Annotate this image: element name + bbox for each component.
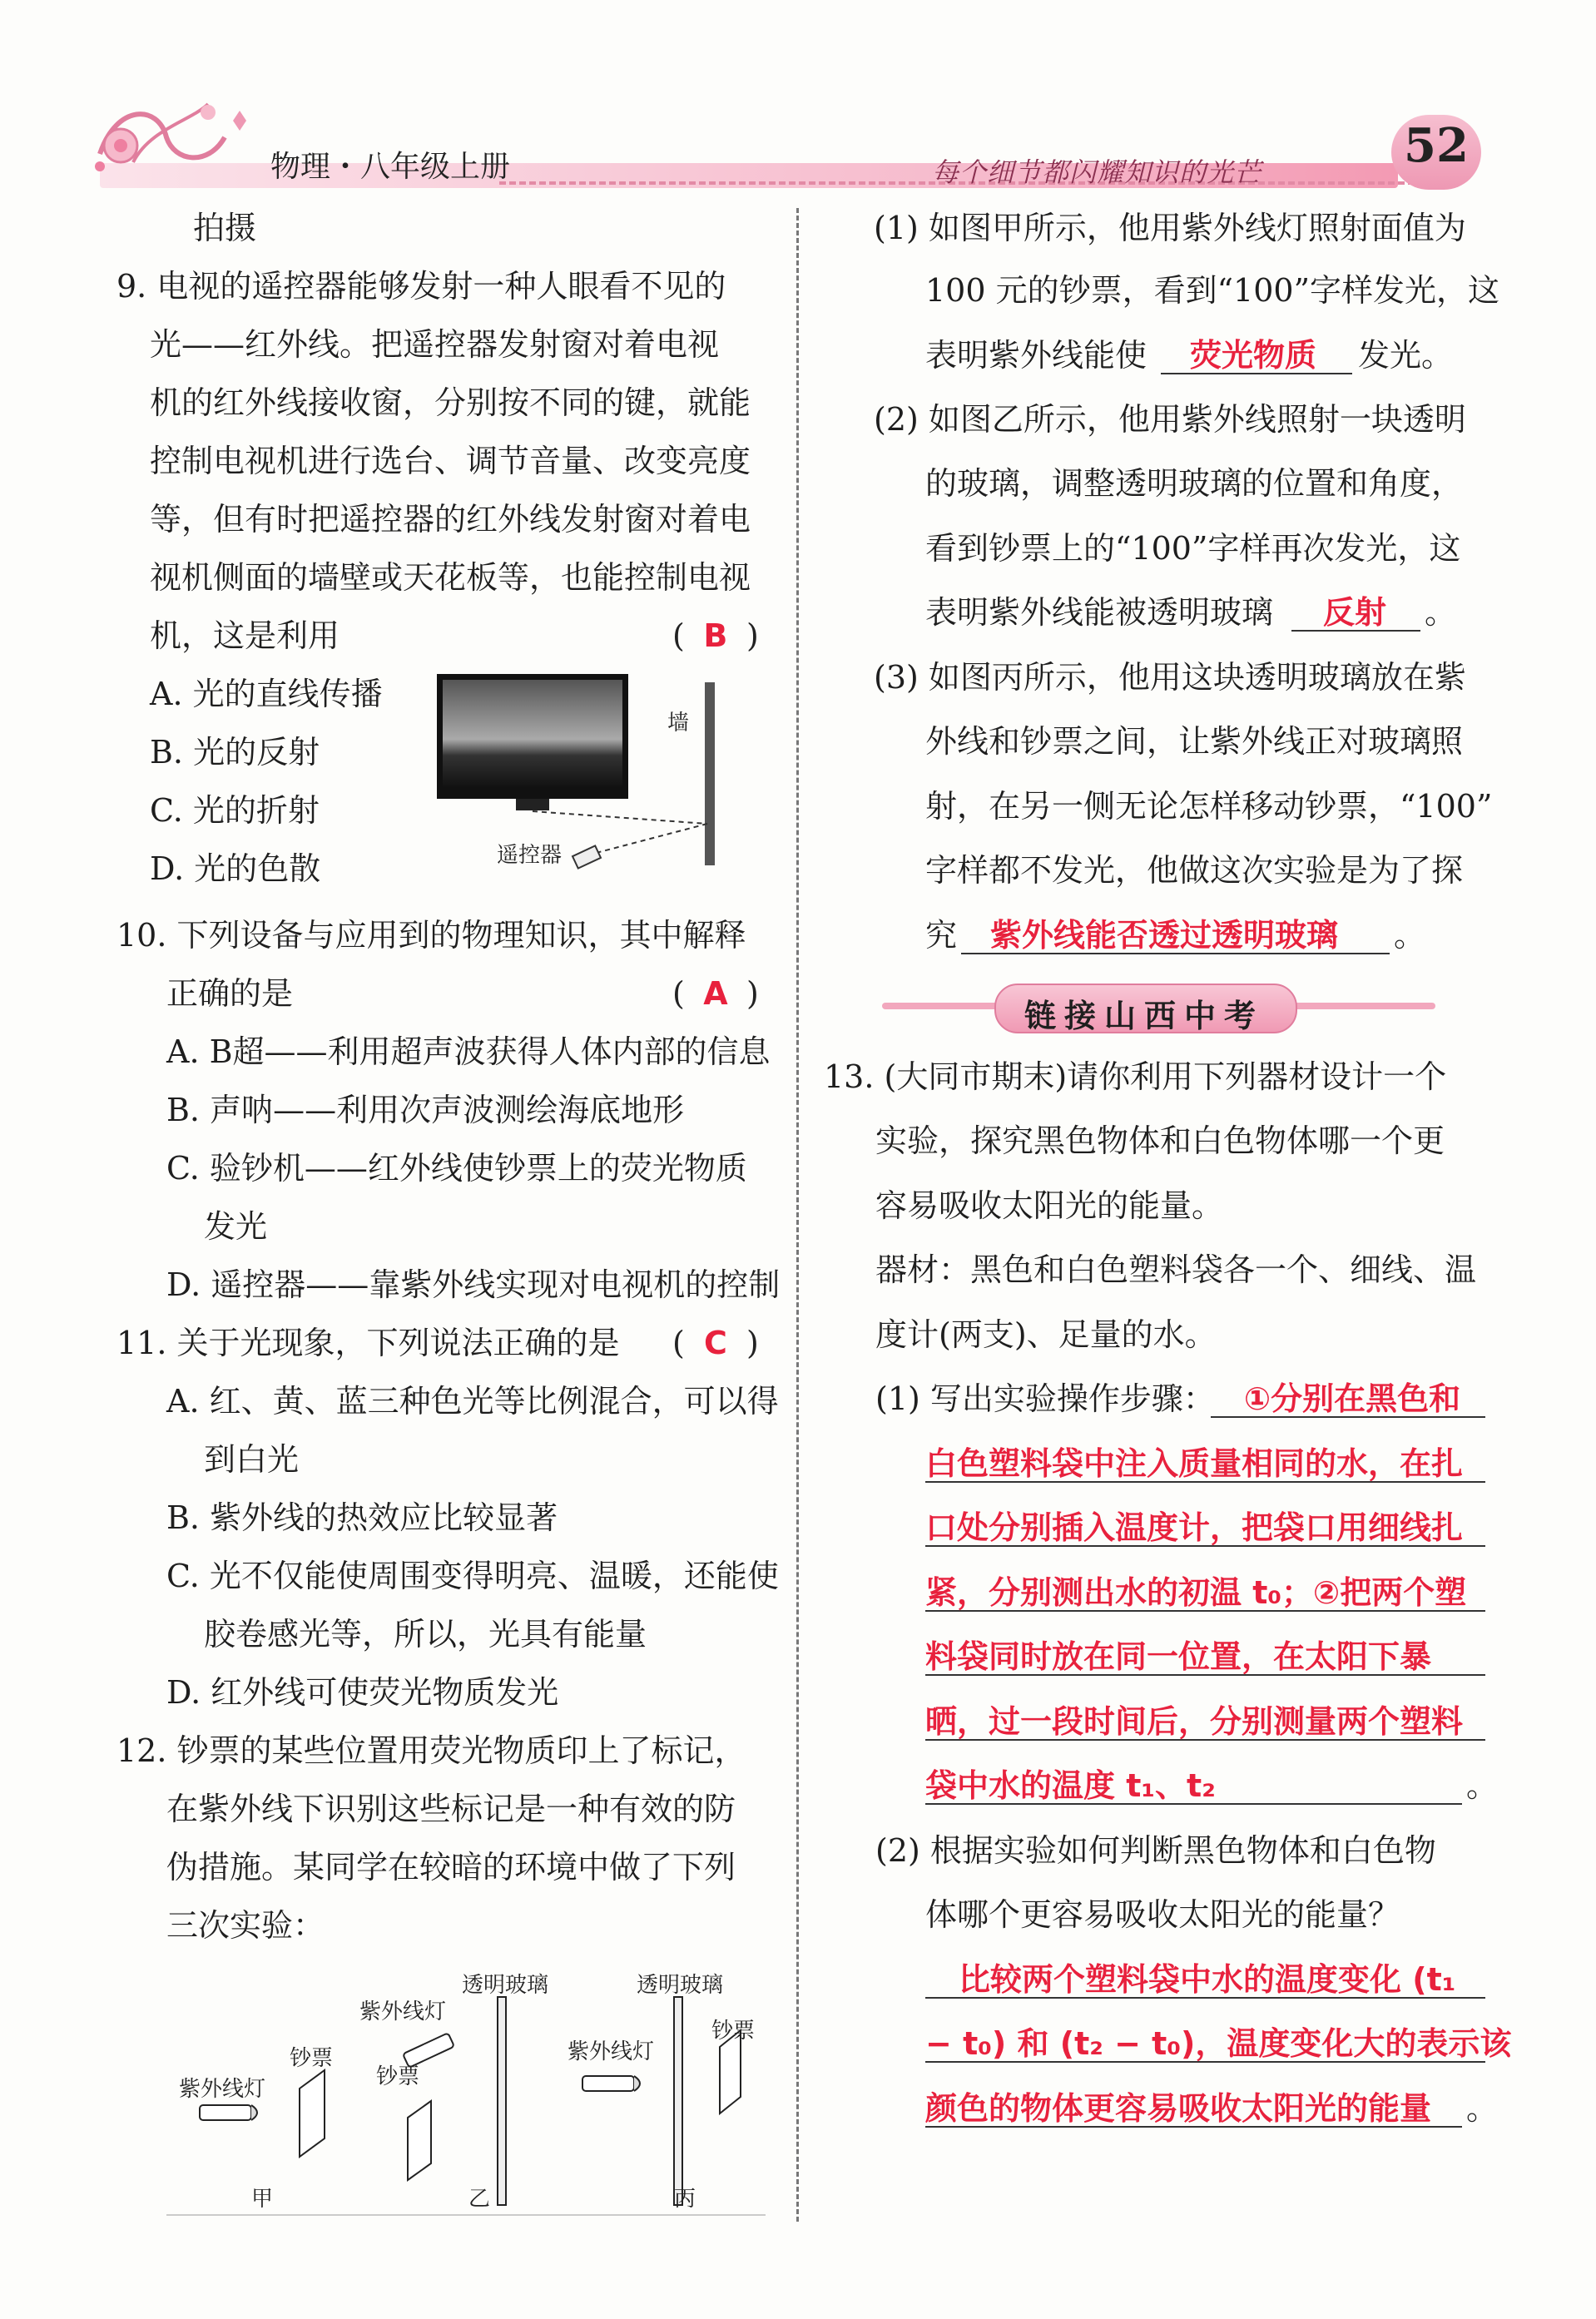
q9-option: D. 光的色散 — [150, 850, 321, 887]
q12-p2-line: (2) 如图乙所示，他用紫外线照射一块透明 — [874, 401, 1466, 438]
q12-p3-line: (3) 如图丙所示，他用这块透明玻璃放在紫 — [874, 659, 1466, 696]
q12-line: 伪措施。某同学在较暗的环境中做了下列 — [166, 1849, 736, 1885]
q10-option: A. B超——利用超声波获得人体内部的信息 — [166, 1033, 771, 1070]
q9-line: 光——红外线。把遥控器发射窗对着电视 — [150, 326, 720, 363]
q12-p3-line: 字样都不发光，他做这次实验是为了探 — [925, 852, 1464, 889]
section-banner-title: 链接山西中考 — [1024, 998, 1264, 1034]
q13-line: 容易吸收太阳光的能量。 — [875, 1187, 1224, 1224]
q12-p3-line: 。 — [1394, 917, 1426, 954]
q12-banknote-label: 钞票 — [376, 2064, 420, 2089]
q9-line: 机的红外线接收窗，分别按不同的键，就能 — [150, 384, 751, 421]
q12-p2-line: 表明紫外线能被透明玻璃 — [925, 594, 1274, 631]
flower-ornament-icon — [83, 87, 266, 187]
q12-uv-lamp-label: 紫外线灯 — [179, 2077, 266, 2102]
q12-glass-label: 透明玻璃 — [462, 1973, 549, 1998]
q12-fig-yi: 乙 — [468, 2187, 491, 2212]
column-divider — [796, 208, 799, 2222]
q13-p1-answer: ①分别在黑色和 — [1244, 1380, 1461, 1417]
q11-option: D. 红外线可使荧光物质发光 — [166, 1674, 559, 1711]
q9-line: 等，但有时把遥控器的红外线发射窗对着电 — [150, 501, 751, 538]
q13-p1-answer: 料袋同时放在同一位置，在太阳下暴 — [925, 1638, 1432, 1675]
q12-line: 在紫外线下识别这些标记是一种有效的防 — [166, 1791, 736, 1827]
q12-p2-line: 的玻璃，调整透明玻璃的位置和角度， — [925, 465, 1464, 502]
q10-answer: ( A ) — [672, 975, 759, 1012]
q11-stem: 11. 关于光现象，下列说法正确的是 — [116, 1325, 620, 1361]
header-slogan: 每个细节都闪耀知识的光芒 — [932, 156, 1262, 188]
q9-remote-label: 遥控器 — [497, 843, 563, 868]
q11-option: 胶卷感光等，所以，光具有能量 — [204, 1616, 647, 1653]
q13-p2-line: 体哪个更容易吸收太阳光的能量？ — [925, 1896, 1400, 1933]
q13-line: 13. (大同市期末)请你利用下列器材设计一个 — [824, 1058, 1447, 1095]
q11-option: B. 紫外线的热效应比较显著 — [166, 1499, 558, 1536]
carry-over-text: 拍摄 — [193, 210, 257, 246]
q13-p2-line: (2) 根据实验如何判断黑色物体和白色物 — [875, 1832, 1436, 1869]
q12-banknote-label: 钞票 — [711, 2019, 756, 2044]
q10-option: C. 验钞机——红外线使钞票上的荧光物质 — [166, 1150, 747, 1187]
page-number: 52 — [1404, 118, 1469, 173]
q12-p3-line: 射，在另一侧无论怎样移动钞票，“100” — [925, 788, 1493, 825]
header-subject: 物理・八年级上册 — [270, 150, 511, 184]
q13-p2-answer: 颜色的物体更容易吸收太阳光的能量 — [925, 2090, 1432, 2127]
q12-uv-lamp-label: 紫外线灯 — [359, 1999, 447, 2024]
q10-option: 发光 — [204, 1208, 268, 1245]
q9-line: 控制电视机进行选台、调节音量、改变亮度 — [150, 443, 751, 479]
q12-p1-line: 100 元的钞票，看到“100”字样发光，这 — [925, 272, 1499, 309]
q13-p2-end: 。 — [1466, 2090, 1499, 2127]
q12-line: 12. 钞票的某些位置用荧光物质印上了标记， — [116, 1732, 746, 1769]
q12-banknote-label: 钞票 — [290, 2046, 334, 2071]
q13-line: 度计(两支)、足量的水。 — [875, 1316, 1217, 1353]
q12-p2-line: 。 — [1425, 594, 1457, 631]
q12-fig-jia: 甲 — [251, 2187, 274, 2212]
q12-line: 三次实验： — [166, 1907, 325, 1944]
q12-p1-line: 表明紫外线能使 — [925, 337, 1147, 374]
q12-p1-line: (1) 如图甲所示，他用紫外线灯照射面值为 — [874, 210, 1466, 246]
q10-line: 正确的是 — [166, 975, 294, 1012]
q12-p1-line: 发光。 — [1358, 337, 1454, 374]
q9-line: 9. 电视的遥控器能够发射一种人眼看不见的 — [116, 268, 726, 305]
q13-p1-end: 。 — [1466, 1767, 1499, 1804]
q12-p2-answer: 反射 — [1323, 594, 1387, 631]
q13-p2-answer: − t₀) 和 (t₂ − t₀)，温度变化大的表示该 — [925, 2025, 1512, 2062]
q9-tv-figure — [433, 666, 732, 882]
q13-p1-answer: 紧，分别测出水的初温 t₀；②把两个塑 — [925, 1574, 1467, 1611]
q12-p3-answer: 紫外线能否透过透明玻璃 — [990, 917, 1339, 954]
q12-uv-lamp-label: 紫外线灯 — [568, 2039, 655, 2064]
q13-p1-label: (1) 写出实验操作步骤： — [875, 1380, 1215, 1417]
q9-line: 机，这是利用 — [150, 617, 340, 654]
q11-option: A. 红、黄、蓝三种色光等比例混合，可以得 — [166, 1383, 779, 1420]
q9-line: 视机侧面的墙壁或天花板等，也能控制电视 — [150, 559, 751, 596]
q9-answer: ( B ) — [672, 617, 759, 654]
q13-line: 实验，探究黑色物体和白色物体哪一个更 — [875, 1122, 1445, 1159]
q12-p3-line: 外线和钞票之间，让紫外线正对玻璃照 — [925, 723, 1464, 760]
q13-p1-answer: 袋中水的温度 t₁、t₂ — [925, 1767, 1216, 1804]
q13-p1-answer: 晒，过一段时间后，分别测量两个塑料 — [925, 1703, 1464, 1740]
q11-option: C. 光不仅能使周围变得明亮、温暖，还能使 — [166, 1558, 779, 1594]
q9-option: C. 光的折射 — [150, 792, 320, 829]
q11-option: 到白光 — [204, 1441, 300, 1478]
q13-p1-answer: 白色塑料袋中注入质量相同的水，在扎 — [925, 1445, 1464, 1482]
q13-p1-answer: 口处分别插入温度计，把袋口用细线扎 — [925, 1509, 1464, 1546]
q9-wall-label: 墙 — [667, 711, 690, 736]
q10-line: 10. 下列设备与应用到的物理知识，其中解释 — [116, 917, 746, 954]
q12-p3-line: 究 — [925, 917, 958, 954]
q13-line: 器材：黑色和白色塑料袋各一个、细线、温 — [875, 1251, 1477, 1288]
q12-glass-label: 透明玻璃 — [637, 1973, 724, 1998]
q12-p2-line: 看到钞票上的“100”字样再次发光，这 — [925, 530, 1461, 567]
q11-answer: ( C ) — [672, 1325, 759, 1361]
q12-fig-bing: 丙 — [674, 2187, 696, 2212]
q12-p1-answer: 荧光物质 — [1190, 337, 1317, 374]
q10-option: D. 遥控器——靠紫外线实现对电视机的控制 — [166, 1266, 781, 1303]
q9-option: A. 光的直线传播 — [150, 676, 383, 712]
q10-option: B. 声呐——利用次声波测绘海底地形 — [166, 1092, 685, 1128]
q13-p2-answer: 比较两个塑料袋中水的温度变化 (t₁ — [959, 1961, 1456, 1998]
q9-option: B. 光的反射 — [150, 734, 320, 771]
